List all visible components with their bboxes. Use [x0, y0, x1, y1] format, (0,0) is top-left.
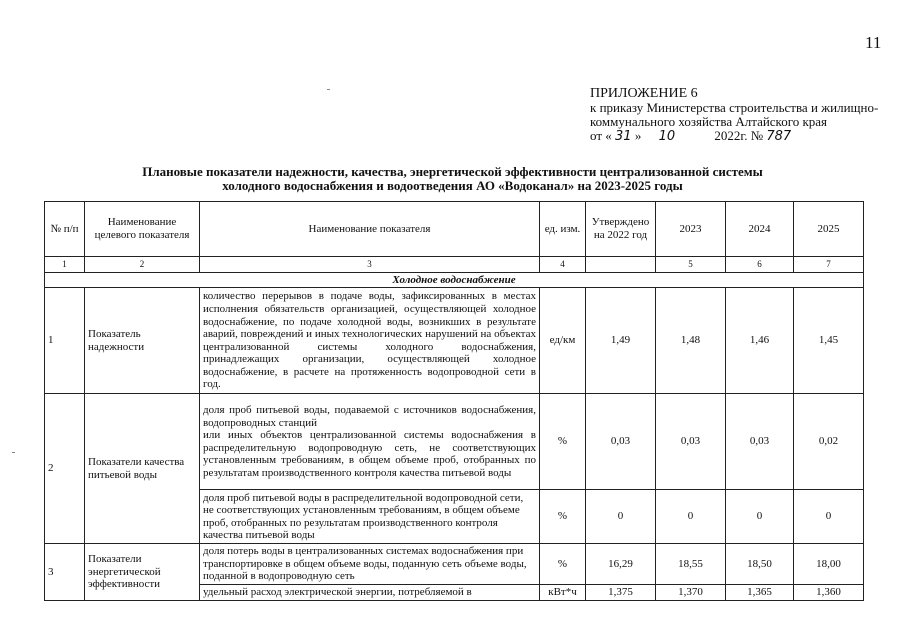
- row-num: 2: [45, 394, 85, 544]
- row-unit: %: [540, 394, 586, 490]
- column-number: 2: [85, 257, 200, 273]
- row-2024: 18,50: [726, 544, 794, 585]
- column-number: 4: [540, 257, 586, 273]
- header-unit: ед. изм.: [540, 202, 586, 257]
- row-2025: 18,00: [794, 544, 864, 585]
- row-2023: 0: [656, 490, 726, 544]
- row-2025: 0: [794, 490, 864, 544]
- heading-line-1: Плановые показатели надежности, качества, энергетической эффективности централизованной системы: [142, 164, 763, 179]
- row-2025: 0,02: [794, 394, 864, 490]
- column-number: 6: [726, 257, 794, 273]
- column-number: 1: [45, 257, 85, 273]
- row-approved: 0,03: [586, 394, 656, 490]
- appendix-title: ПРИЛОЖЕНИЕ 6: [590, 86, 698, 101]
- column-number: 7: [794, 257, 864, 273]
- order-day: 31: [615, 129, 632, 144]
- header-num: № п/п: [45, 202, 85, 257]
- column-number-row: [45, 257, 864, 273]
- header-target: Наименование целевого показателя: [85, 202, 200, 257]
- header-2024: 2024: [726, 202, 794, 257]
- row-target: Показатели энергетической эффективности: [85, 544, 200, 600]
- table-row: [45, 394, 864, 490]
- row-num: 3: [45, 544, 85, 600]
- row-approved: 1,49: [586, 288, 656, 394]
- row-2023: 1,48: [656, 288, 726, 394]
- appendix-block: [590, 87, 878, 144]
- header-approved: Утверждено на 2022 год: [586, 202, 656, 257]
- order-mid: »: [634, 128, 642, 143]
- header-2023: 2023: [656, 202, 726, 257]
- order-prefix: от «: [590, 128, 612, 143]
- document-heading: [0, 165, 905, 193]
- column-number: [586, 257, 656, 273]
- header-2025: 2025: [794, 202, 864, 257]
- column-number: 3: [200, 257, 540, 273]
- row-target: Показатели качества питьевой воды: [85, 394, 200, 544]
- row-indicator: [200, 394, 540, 490]
- column-number: 5: [656, 257, 726, 273]
- row-2023: 18,55: [656, 544, 726, 585]
- row-2024: 1,46: [726, 288, 794, 394]
- row-unit: кВт*ч: [540, 584, 586, 600]
- row-indicator: удельный расход электрической энергии, потребляемой в: [200, 584, 540, 600]
- order-year: 2022г. №: [714, 128, 764, 143]
- header-indicator: Наименование показателя: [200, 202, 540, 257]
- indicators-table: [44, 201, 864, 601]
- row-2025: 1,360: [794, 584, 864, 600]
- appendix-line-1: к приказу Министерства строительства и жилищно-: [590, 100, 879, 115]
- row-approved: 1,375: [586, 584, 656, 600]
- row-unit: ед/км: [540, 288, 586, 394]
- page-number: 11: [865, 33, 882, 52]
- table-row: [45, 544, 864, 585]
- row-2024: 0,03: [726, 394, 794, 490]
- section-title: Холодное водоснабжение: [45, 272, 864, 288]
- order-month: 10: [658, 129, 676, 144]
- row-indicator: доля проб питьевой воды в распределительной водопроводной сети, не соответствующих установленным требованиям, в общем объеме проб, отобранных по результатам производственного контроля качества питьевой воды: [200, 490, 540, 544]
- order-line: [590, 129, 878, 144]
- table-header-row: [45, 202, 864, 257]
- row-2025: 1,45: [794, 288, 864, 394]
- appendix-line-2: коммунального хозяйства Алтайского края: [590, 114, 828, 129]
- row-2024: 1,365: [726, 584, 794, 600]
- row-2023: 0,03: [656, 394, 726, 490]
- row-unit: %: [540, 544, 586, 585]
- row-2024: 0: [726, 490, 794, 544]
- heading-line-2: холодного водоснабжения и водоотведения АО «Водоканал» на 2023-2025 годы: [222, 178, 683, 193]
- row-indicator-line: доля проб питьевой воды, подаваемой с источников водоснабжения, водопроводных станций: [203, 403, 536, 429]
- row-indicator: доля потерь воды в централизованных системах водоснабжения при транспортировке в общем объеме воды, поданную сеть объеме воды, поданной в водопроводную сеть: [200, 544, 540, 585]
- row-approved: 0: [586, 490, 656, 544]
- scan-dot: [327, 89, 330, 90]
- order-number: 787: [766, 129, 792, 144]
- row-approved: 16,29: [586, 544, 656, 585]
- row-indicator: количество перерывов в подаче воды, зафиксированных в местах исполнения обязательств организацией, осуществляющей холодное водоснабжение, по подаче холодной воды, возникших в результате аварий, повреждений и иных технологических нарушений на объектах централизованной системы холодного водоснабжения, принадлежащих организации, осуществляющей холодное водоснабжение, в расчете на протяженность водопроводной сети в год.: [200, 288, 540, 394]
- scan-dot: [12, 452, 15, 453]
- row-unit: %: [540, 490, 586, 544]
- row-target: Показатель надежности: [85, 288, 200, 394]
- table-row: [45, 288, 864, 394]
- row-2023: 1,370: [656, 584, 726, 600]
- row-indicator-line: или иных объектов централизованной системы водоснабжения в распределительную водопроводную сеть, не соответствующих установленным требованиям, в общем объеме проб, отобранных по результатам производственного контроля качества питьевой воды: [203, 429, 536, 479]
- row-num: 1: [45, 288, 85, 394]
- section-row: [45, 272, 864, 288]
